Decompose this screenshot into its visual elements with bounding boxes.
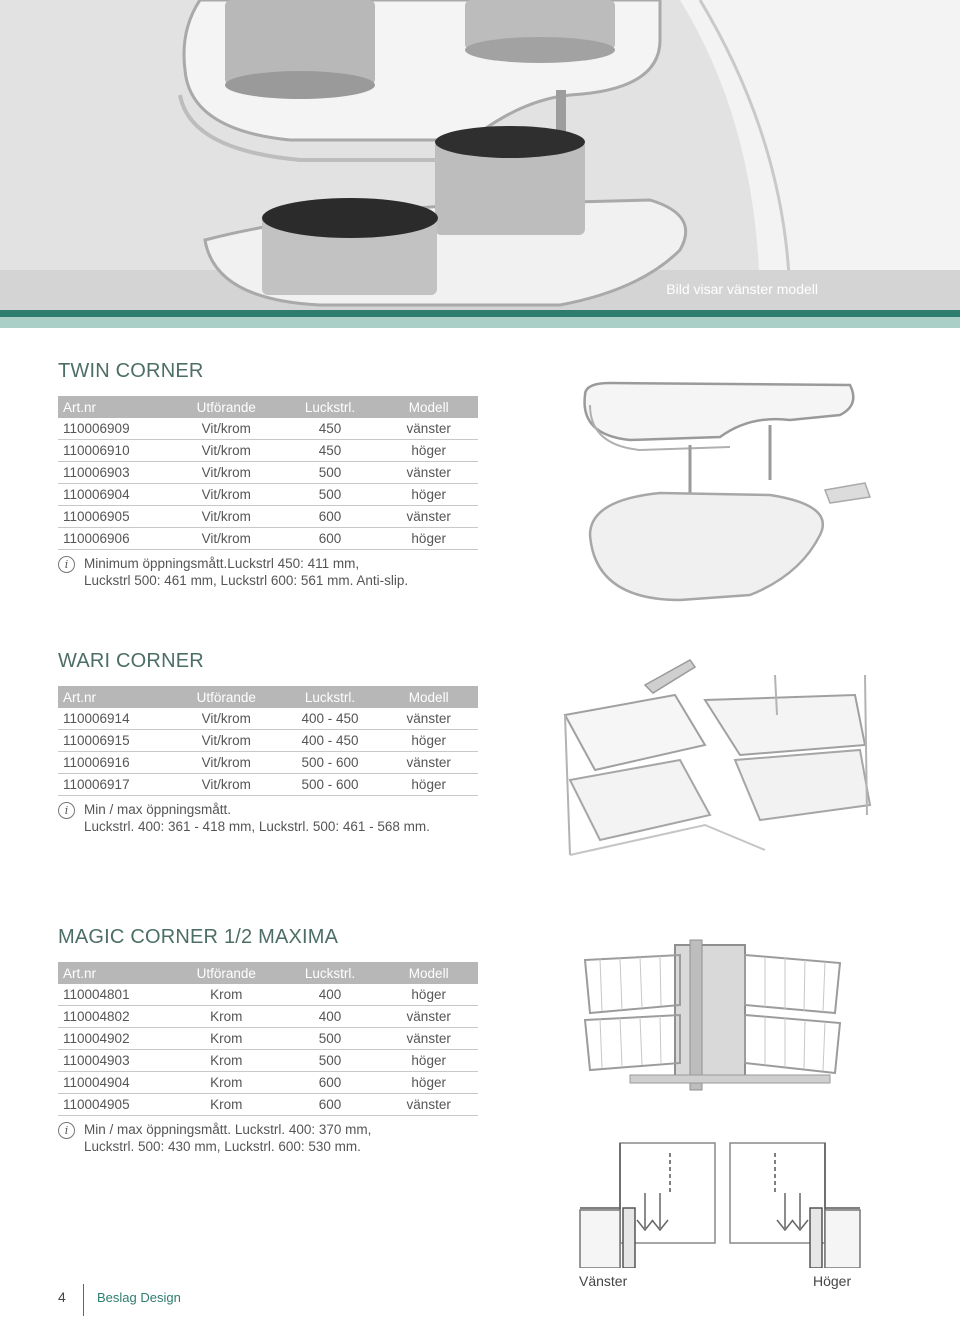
table-header: [58, 396, 478, 418]
wari-corner-table: [58, 686, 478, 796]
cell: 110006909: [58, 418, 172, 440]
cell: Krom: [172, 1050, 281, 1072]
magic-corner-section: [58, 926, 478, 1155]
cell: 110006906: [58, 528, 172, 550]
cell: vänster: [379, 418, 478, 440]
cell: 500: [281, 462, 380, 484]
wari-corner-section: [58, 650, 478, 835]
note-line: Min / max öppningsmått. Luckstrl. 400: 370 mm,: [84, 1122, 372, 1137]
cell: höger: [379, 1072, 478, 1094]
cell: Krom: [172, 1094, 281, 1116]
cell: 110006915: [58, 730, 172, 752]
cell: 400 - 450: [281, 730, 380, 752]
cell: Vit/krom: [172, 484, 281, 506]
header-art-nr: Art.nr: [58, 962, 172, 984]
table-row: [58, 528, 478, 550]
cell: 110006904: [58, 484, 172, 506]
info-icon: i: [58, 1122, 75, 1139]
header-utforande: Utförande: [172, 962, 281, 984]
cell: höger: [379, 440, 478, 462]
cell: 600: [281, 1072, 380, 1094]
plan-left: [580, 1143, 715, 1268]
cell: 500: [281, 1028, 380, 1050]
twin-corner-illustration: [570, 375, 880, 610]
cell: 600: [281, 1094, 380, 1116]
table-row: [58, 418, 478, 440]
table-row: [58, 1094, 478, 1116]
info-note: [58, 555, 478, 589]
header-luckstrl: Luckstrl.: [281, 962, 380, 984]
header-luckstrl: Luckstrl.: [281, 396, 380, 418]
table-row: [58, 484, 478, 506]
hero-illustration: [0, 0, 960, 310]
header-modell: Modell: [379, 686, 478, 708]
section-title: MAGIC CORNER 1/2 MAXIMA: [58, 926, 339, 948]
info-note: [58, 801, 478, 835]
footer-brand: Beslag Design: [97, 1290, 181, 1305]
cell: 110006903: [58, 462, 172, 484]
cell: vänster: [379, 1006, 478, 1028]
table-row: [58, 774, 478, 796]
accent-band-light: [0, 317, 960, 328]
diagram-label-left: Vänster: [579, 1273, 628, 1289]
cell: 400: [281, 1006, 380, 1028]
header-art-nr: Art.nr: [58, 396, 172, 418]
cell: 110004902: [58, 1028, 172, 1050]
table-row: [58, 506, 478, 528]
twin-corner-section: [58, 360, 478, 589]
hero-photo: [0, 0, 960, 310]
note-line: Min / max öppningsmått.: [84, 802, 232, 817]
cell: 450: [281, 440, 380, 462]
cell: 600: [281, 506, 380, 528]
header-art-nr: Art.nr: [58, 686, 172, 708]
cell: höger: [379, 528, 478, 550]
header-modell: Modell: [379, 396, 478, 418]
cell: Vit/krom: [172, 708, 281, 730]
cell: 500: [281, 1050, 380, 1072]
section-title: WARI CORNER: [58, 650, 204, 672]
section-title: TWIN CORNER: [58, 360, 204, 382]
cell: vänster: [379, 752, 478, 774]
header-utforande: Utförande: [172, 686, 281, 708]
cell: Vit/krom: [172, 528, 281, 550]
table-row: [58, 730, 478, 752]
cell: vänster: [379, 1028, 478, 1050]
twin-corner-table: [58, 396, 478, 550]
header-utforande: Utförande: [172, 396, 281, 418]
cell: 110004903: [58, 1050, 172, 1072]
cell: 110004904: [58, 1072, 172, 1094]
info-note: [58, 1121, 478, 1155]
table-row: [58, 462, 478, 484]
table-row: [58, 708, 478, 730]
cell: vänster: [379, 1094, 478, 1116]
cell: vänster: [379, 708, 478, 730]
cell: 110006914: [58, 708, 172, 730]
header-luckstrl: Luckstrl.: [281, 686, 380, 708]
wari-corner-illustration: [555, 655, 885, 870]
note-line: Minimum öppningsmått.Luckstrl 450: 411 mm,: [84, 556, 360, 571]
cell: Vit/krom: [172, 440, 281, 462]
cell: 500 - 600: [281, 752, 380, 774]
table-row: [58, 1072, 478, 1094]
table-row: [58, 440, 478, 462]
cell: 110006916: [58, 752, 172, 774]
cell: Vit/krom: [172, 418, 281, 440]
cell: Vit/krom: [172, 752, 281, 774]
info-icon: i: [58, 802, 75, 819]
cell: 110006905: [58, 506, 172, 528]
table-row: [58, 752, 478, 774]
cell: 400 - 450: [281, 708, 380, 730]
cell: Krom: [172, 1028, 281, 1050]
cell: 450: [281, 418, 380, 440]
note-line: Luckstrl. 500: 430 mm, Luckstrl. 600: 530 mm.: [84, 1139, 361, 1154]
cell: Vit/krom: [172, 774, 281, 796]
table-row: [58, 1028, 478, 1050]
cell: Vit/krom: [172, 506, 281, 528]
note-line: Luckstrl 500: 461 mm, Luckstrl 600: 561 mm. Anti-slip.: [84, 573, 409, 588]
cell: vänster: [379, 506, 478, 528]
cell: 110004801: [58, 984, 172, 1006]
cell: höger: [379, 730, 478, 752]
hero-caption: Bild visar vänster modell: [666, 281, 818, 297]
cell: höger: [379, 984, 478, 1006]
cell: Krom: [172, 1006, 281, 1028]
cell: Vit/krom: [172, 730, 281, 752]
cell: höger: [379, 484, 478, 506]
cell: 400: [281, 984, 380, 1006]
page-number: 4: [58, 1289, 66, 1305]
header-modell: Modell: [379, 962, 478, 984]
cell: Krom: [172, 984, 281, 1006]
magic-corner-table: [58, 962, 478, 1116]
note-line: Luckstrl. 400: 361 - 418 mm, Luckstrl. 500: 461 - 568 mm.: [84, 819, 430, 834]
footer-divider: [83, 1284, 84, 1316]
cell: 500 - 600: [281, 774, 380, 796]
plan-right: [730, 1143, 860, 1268]
table-header: [58, 962, 478, 984]
diagram-label-right: Höger: [813, 1273, 852, 1289]
cell: 110006917: [58, 774, 172, 796]
cell: 110004905: [58, 1094, 172, 1116]
table-row: [58, 1006, 478, 1028]
table-row: [58, 984, 478, 1006]
cell: 500: [281, 484, 380, 506]
cell: 110004802: [58, 1006, 172, 1028]
cell: 110006910: [58, 440, 172, 462]
table-header: [58, 686, 478, 708]
info-icon: i: [58, 556, 75, 573]
cell: 600: [281, 528, 380, 550]
cell: Vit/krom: [172, 462, 281, 484]
cell: höger: [379, 1050, 478, 1072]
cell: Krom: [172, 1072, 281, 1094]
table-row: [58, 1050, 478, 1072]
cell: höger: [379, 774, 478, 796]
magic-corner-illustration: [580, 935, 850, 1095]
plan-diagrams: [575, 1138, 865, 1268]
accent-band: [0, 310, 960, 317]
cell: vänster: [379, 462, 478, 484]
